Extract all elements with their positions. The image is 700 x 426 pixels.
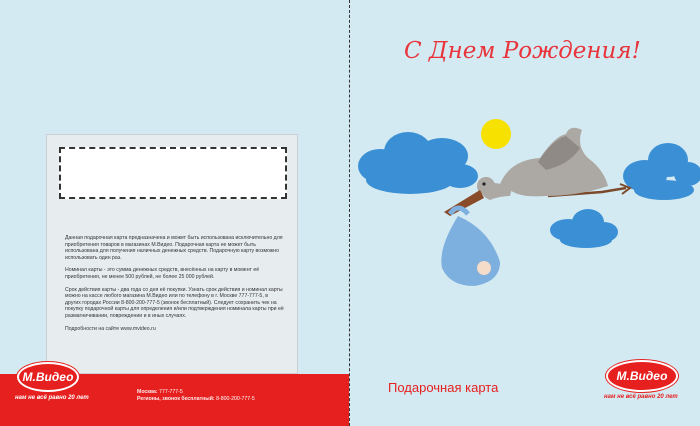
gift-card-back bbox=[46, 134, 298, 374]
terms-text bbox=[65, 235, 285, 338]
mvideo-logo: М.Видео bbox=[606, 360, 678, 392]
stork-illustration bbox=[350, 100, 700, 300]
terms-paragraph: Номинал карты - это сумма денежных средств, внесённых на карту в момент её приобретения, не менее 500 рублей, не более 25 000 рублей. bbox=[65, 267, 260, 280]
baby-bundle-icon bbox=[441, 208, 500, 286]
terms-paragraph: Срок действия карты - два года со дня её покупки. Узнать срок действия и номинал карты можно на кассе любого магазина М.Видео или по телефону в г. Москве 777-777-5, в других городах России 8-800-200-777-5 (звонок бесплатный). Следует сохранить чек на покупку подарочной карты для определения и/или подтверждения номинала карты при её размагничивании, повреждении и в иных случаях. bbox=[65, 286, 284, 319]
moscow-label: Москва: bbox=[137, 389, 158, 395]
contact-info bbox=[137, 389, 255, 403]
brand-tagline: нам не всё равно 20 лет bbox=[15, 395, 89, 401]
cloud-icon bbox=[623, 143, 700, 200]
card-back-panel bbox=[0, 0, 349, 426]
mvideo-logo: М.Видео bbox=[17, 362, 79, 392]
birthday-greeting: С Днем Рождения! bbox=[404, 38, 641, 64]
regions-phone: 8-800-200-777-5 bbox=[216, 396, 255, 402]
terms-paragraph: Данная подарочная карта предназначена и может быть использована исключительно для приобретения товаров в магазинах М.Видео. Подарочная карта не может быть использована для получения наличных денежных средств. Подарочную карту возможно использовать один раз. bbox=[65, 235, 283, 261]
sun-icon bbox=[481, 119, 511, 149]
gift-card-title: Подарочная карта bbox=[388, 380, 499, 395]
regions-label: Регионы, звонок бесплатный: bbox=[137, 396, 215, 402]
cloud-icon bbox=[550, 209, 618, 248]
website-note: Подробности на сайте www.mvideo.ru bbox=[65, 325, 156, 332]
brand-tagline: нам не всё равно 20 лет bbox=[604, 394, 678, 400]
moscow-phone: 777-777-5 bbox=[159, 389, 183, 395]
scratch-area bbox=[59, 147, 287, 199]
cloud-icon bbox=[358, 132, 478, 194]
